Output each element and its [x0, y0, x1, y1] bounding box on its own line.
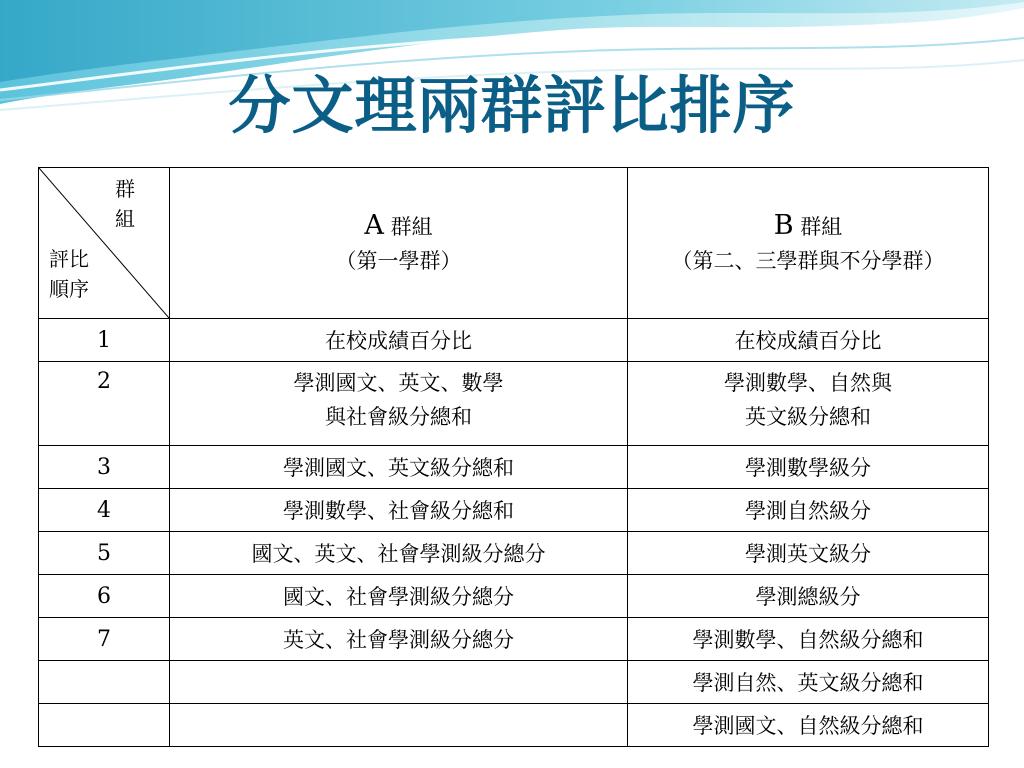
- group-a-header: A 群組 （第一學群）: [170, 168, 628, 319]
- slide-title: 分文理兩群評比排序: [228, 69, 796, 142]
- group-b-header: B 群組 （第二、三學群與不分學群）: [628, 168, 989, 319]
- rank-cell: 4: [39, 489, 170, 532]
- rank-cell: 6: [39, 575, 170, 618]
- table-row: [39, 704, 989, 747]
- ranking-table: [38, 167, 989, 747]
- corner-group-label: 群 組: [115, 177, 135, 231]
- rank-cell: 5: [39, 532, 170, 575]
- group-a-cell: 國文、英文、社會學測級分總分: [170, 532, 628, 575]
- table-row: [39, 575, 989, 618]
- group-a-cell: 學測國文、英文、數學 與社會級分總和: [170, 362, 628, 446]
- group-a-cell: 學測數學、社會級分總和: [170, 489, 628, 532]
- group-b-cell: 學測自然、英文級分總和: [628, 661, 989, 704]
- group-a-cell: 在校成績百分比: [170, 319, 628, 362]
- group-b-cell: 學測自然級分: [628, 489, 989, 532]
- group-a-cell: [170, 704, 628, 747]
- group-a-cell: [170, 661, 628, 704]
- group-b-cell: 學測數學、自然與 英文級分總和: [628, 362, 989, 446]
- table-row: [39, 532, 989, 575]
- group-a-cell: 國文、社會學測級分總分: [170, 575, 628, 618]
- group-b-cell: 在校成績百分比: [628, 319, 989, 362]
- table-row: [39, 618, 989, 661]
- group-a-cell: 學測國文、英文級分總和: [170, 446, 628, 489]
- rank-cell: 3: [39, 446, 170, 489]
- group-b-cell: 學測國文、自然級分總和: [628, 704, 989, 747]
- corner-order-label: 評比 順序: [49, 247, 89, 301]
- table-row: [39, 319, 989, 362]
- rank-cell: [39, 704, 170, 747]
- group-b-cell: 學測數學級分: [628, 446, 989, 489]
- group-b-cell: 學測英文級分: [628, 532, 989, 575]
- table-row: [39, 362, 989, 446]
- rank-cell: 2: [39, 362, 170, 446]
- table-row: [39, 661, 989, 704]
- table-row: [39, 446, 989, 489]
- rank-cell: 1: [39, 319, 170, 362]
- rank-cell: 7: [39, 618, 170, 661]
- group-b-cell: 學測數學、自然級分總和: [628, 618, 989, 661]
- table-row: [39, 489, 989, 532]
- group-b-cell: 學測總級分: [628, 575, 989, 618]
- header-corner-cell: [39, 168, 170, 319]
- rank-cell: [39, 661, 170, 704]
- table-header-row: [39, 168, 989, 319]
- group-a-cell: 英文、社會學測級分總分: [170, 618, 628, 661]
